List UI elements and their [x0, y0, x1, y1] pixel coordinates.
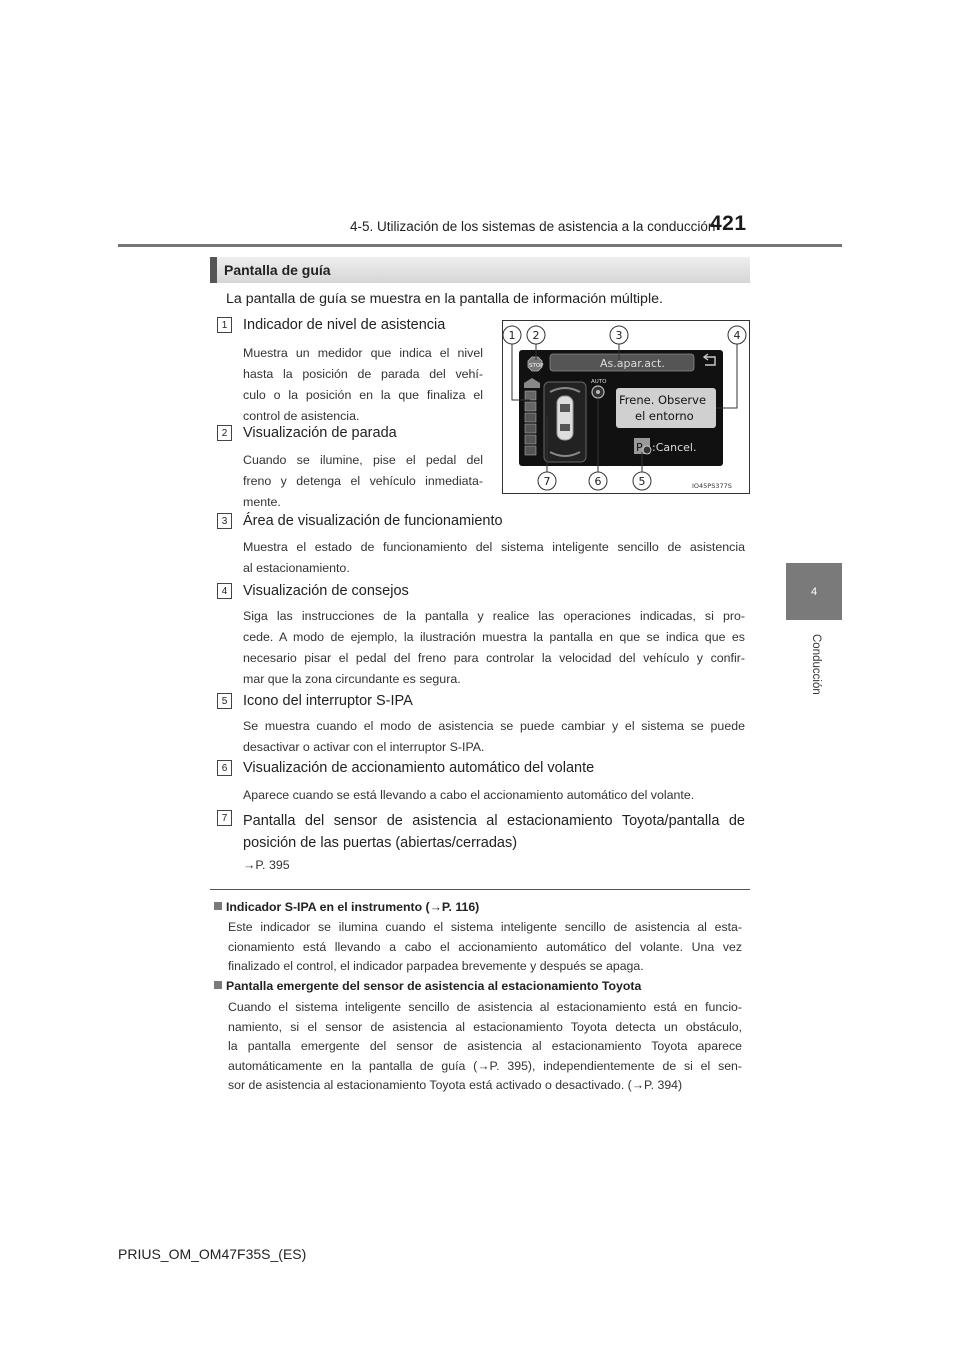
item-number-6: 6: [217, 760, 232, 776]
item-number-4: 4: [217, 583, 232, 599]
item-title-6: Visualización de accionamiento automático del volante: [243, 760, 595, 776]
item-ref-7: →P. 395: [243, 858, 290, 872]
callout-3: 3: [615, 329, 623, 342]
item-number-7: 7: [217, 810, 232, 826]
item-desc-4: Siga las instrucciones de la pantalla y realice las operaciones indicadas, si pro- cede. A modo de ejemplo, la ilustración muestra la pantalla en que se indica que es necesario pisar el pedal del freno para controlar la velocidad del vehículo y confir- mar que la zona circundante es segura.: [243, 609, 745, 686]
section-heading: [210, 257, 750, 283]
running-header: 4-5. Utilización de los sistemas de asistencia a la conducción: [350, 219, 716, 234]
fig-cancel-label: :Cancel.: [652, 441, 697, 454]
intro-paragraph: La pantalla de guía se muestra en la pantalla de información múltiple.: [226, 291, 663, 307]
callout-6: 6: [594, 475, 602, 488]
fig-title-text: As.apar.act.: [600, 357, 665, 370]
item-desc-5: Se muestra cuando el modo de asistencia se puede cambiar y el sistema se puede desactivar o activar con el interruptor S-IPA.: [243, 719, 745, 754]
item-title-7: Pantalla del sensor de asistencia al estacionamiento Toyota/pantalla de posición de las puertas (abiertas/cerradas): [243, 813, 745, 851]
fig-p-label: P: [636, 441, 643, 454]
figure-code: IO45PS377S: [692, 482, 732, 490]
chapter-tab: [786, 563, 842, 620]
item-number-2: 2: [217, 425, 232, 441]
guide-screen-illustration: [502, 320, 750, 494]
callout-5: 5: [638, 475, 646, 488]
item-number-1: 1: [217, 317, 232, 333]
item-desc-1: Muestra un medidor que indica el nivel hasta la posición de parada del vehí- culo o la posición en la que finaliza el control de asistencia.: [243, 346, 483, 423]
header-rule: [118, 244, 842, 247]
page-number: 421: [710, 212, 747, 235]
note-title-2: Pantalla emergente del sensor de asistencia al estacionamiento Toyota: [214, 979, 641, 993]
item-desc-2: Cuando se ilumine, pise el pedal del freno y detenga el vehículo inmediata- mente.: [243, 453, 483, 509]
item-number-3: 3: [217, 513, 232, 529]
item-title-5: Icono del interruptor S-IPA: [243, 693, 413, 709]
callout-4: 4: [733, 329, 741, 342]
item-title-1: Indicador de nivel de asistencia: [243, 317, 446, 333]
fig-message-line2: el entorno: [635, 409, 694, 423]
car-icon: [557, 396, 573, 440]
chapter-label-box: [778, 634, 850, 706]
item-title-4: Visualización de consejos: [243, 583, 409, 599]
note-body-1: Este indicador se ilumina cuando el sistema inteligente sencillo de asistencia al esta- cionamiento está llevando a cabo el accionamiento automático del volante. Una vez finalizado el control, el indicador parpadea brevemente y después se apaga.: [228, 920, 742, 974]
callout-2: 2: [532, 329, 540, 342]
s-ipa-switch-icon: [643, 446, 651, 454]
item-number-5: 5: [217, 693, 232, 709]
item-title-2: Visualización de parada: [243, 425, 397, 441]
callout-7: 7: [543, 475, 551, 488]
footer-code: PRIUS_OM_OM47F35S_(ES): [118, 1246, 307, 1262]
note-title-1: Indicador S-IPA en el instrumento (→P. 116): [214, 900, 479, 914]
guide-screen-svg: [502, 320, 750, 494]
section-title: Pantalla de guía: [224, 262, 331, 278]
square-bullet-icon: [214, 981, 222, 989]
fig-message-line1: Frene. Observe: [619, 393, 707, 407]
square-bullet-icon: [214, 902, 222, 910]
item-desc-3: Muestra el estado de funcionamiento del sistema inteligente sencillo de asistencia al estacionamiento.: [243, 540, 745, 575]
callout-1: 1: [508, 329, 516, 342]
section-marker: [210, 257, 217, 283]
item-desc-6: Aparece cuando se está llevando a cabo el accionamiento automático del volante.: [243, 788, 695, 802]
note-body-2: Cuando el sistema inteligente sencillo de asistencia al estacionamiento está en funcio- namiento, si el sensor de asistencia al estacionamiento Toyota detecta un obstáculo, la pantalla emergente del sensor de asistencia al estacionamiento Toyota aparece automáticamente en la pantalla de guía (→P. 395), independientemente de si el sen- sor de asistencia al estacionamiento Toyota está activado o desactivado. (→P. 394): [228, 1000, 742, 1093]
item-title-3: Área de visualización de funcionamiento: [243, 513, 503, 529]
notes-separator: [210, 889, 750, 890]
chapter-label: Conducción: [810, 634, 822, 695]
fig-stop-label: STOP: [529, 363, 544, 369]
fig-auto-label: AUTO: [591, 379, 607, 385]
chapter-number: 4: [810, 585, 818, 598]
